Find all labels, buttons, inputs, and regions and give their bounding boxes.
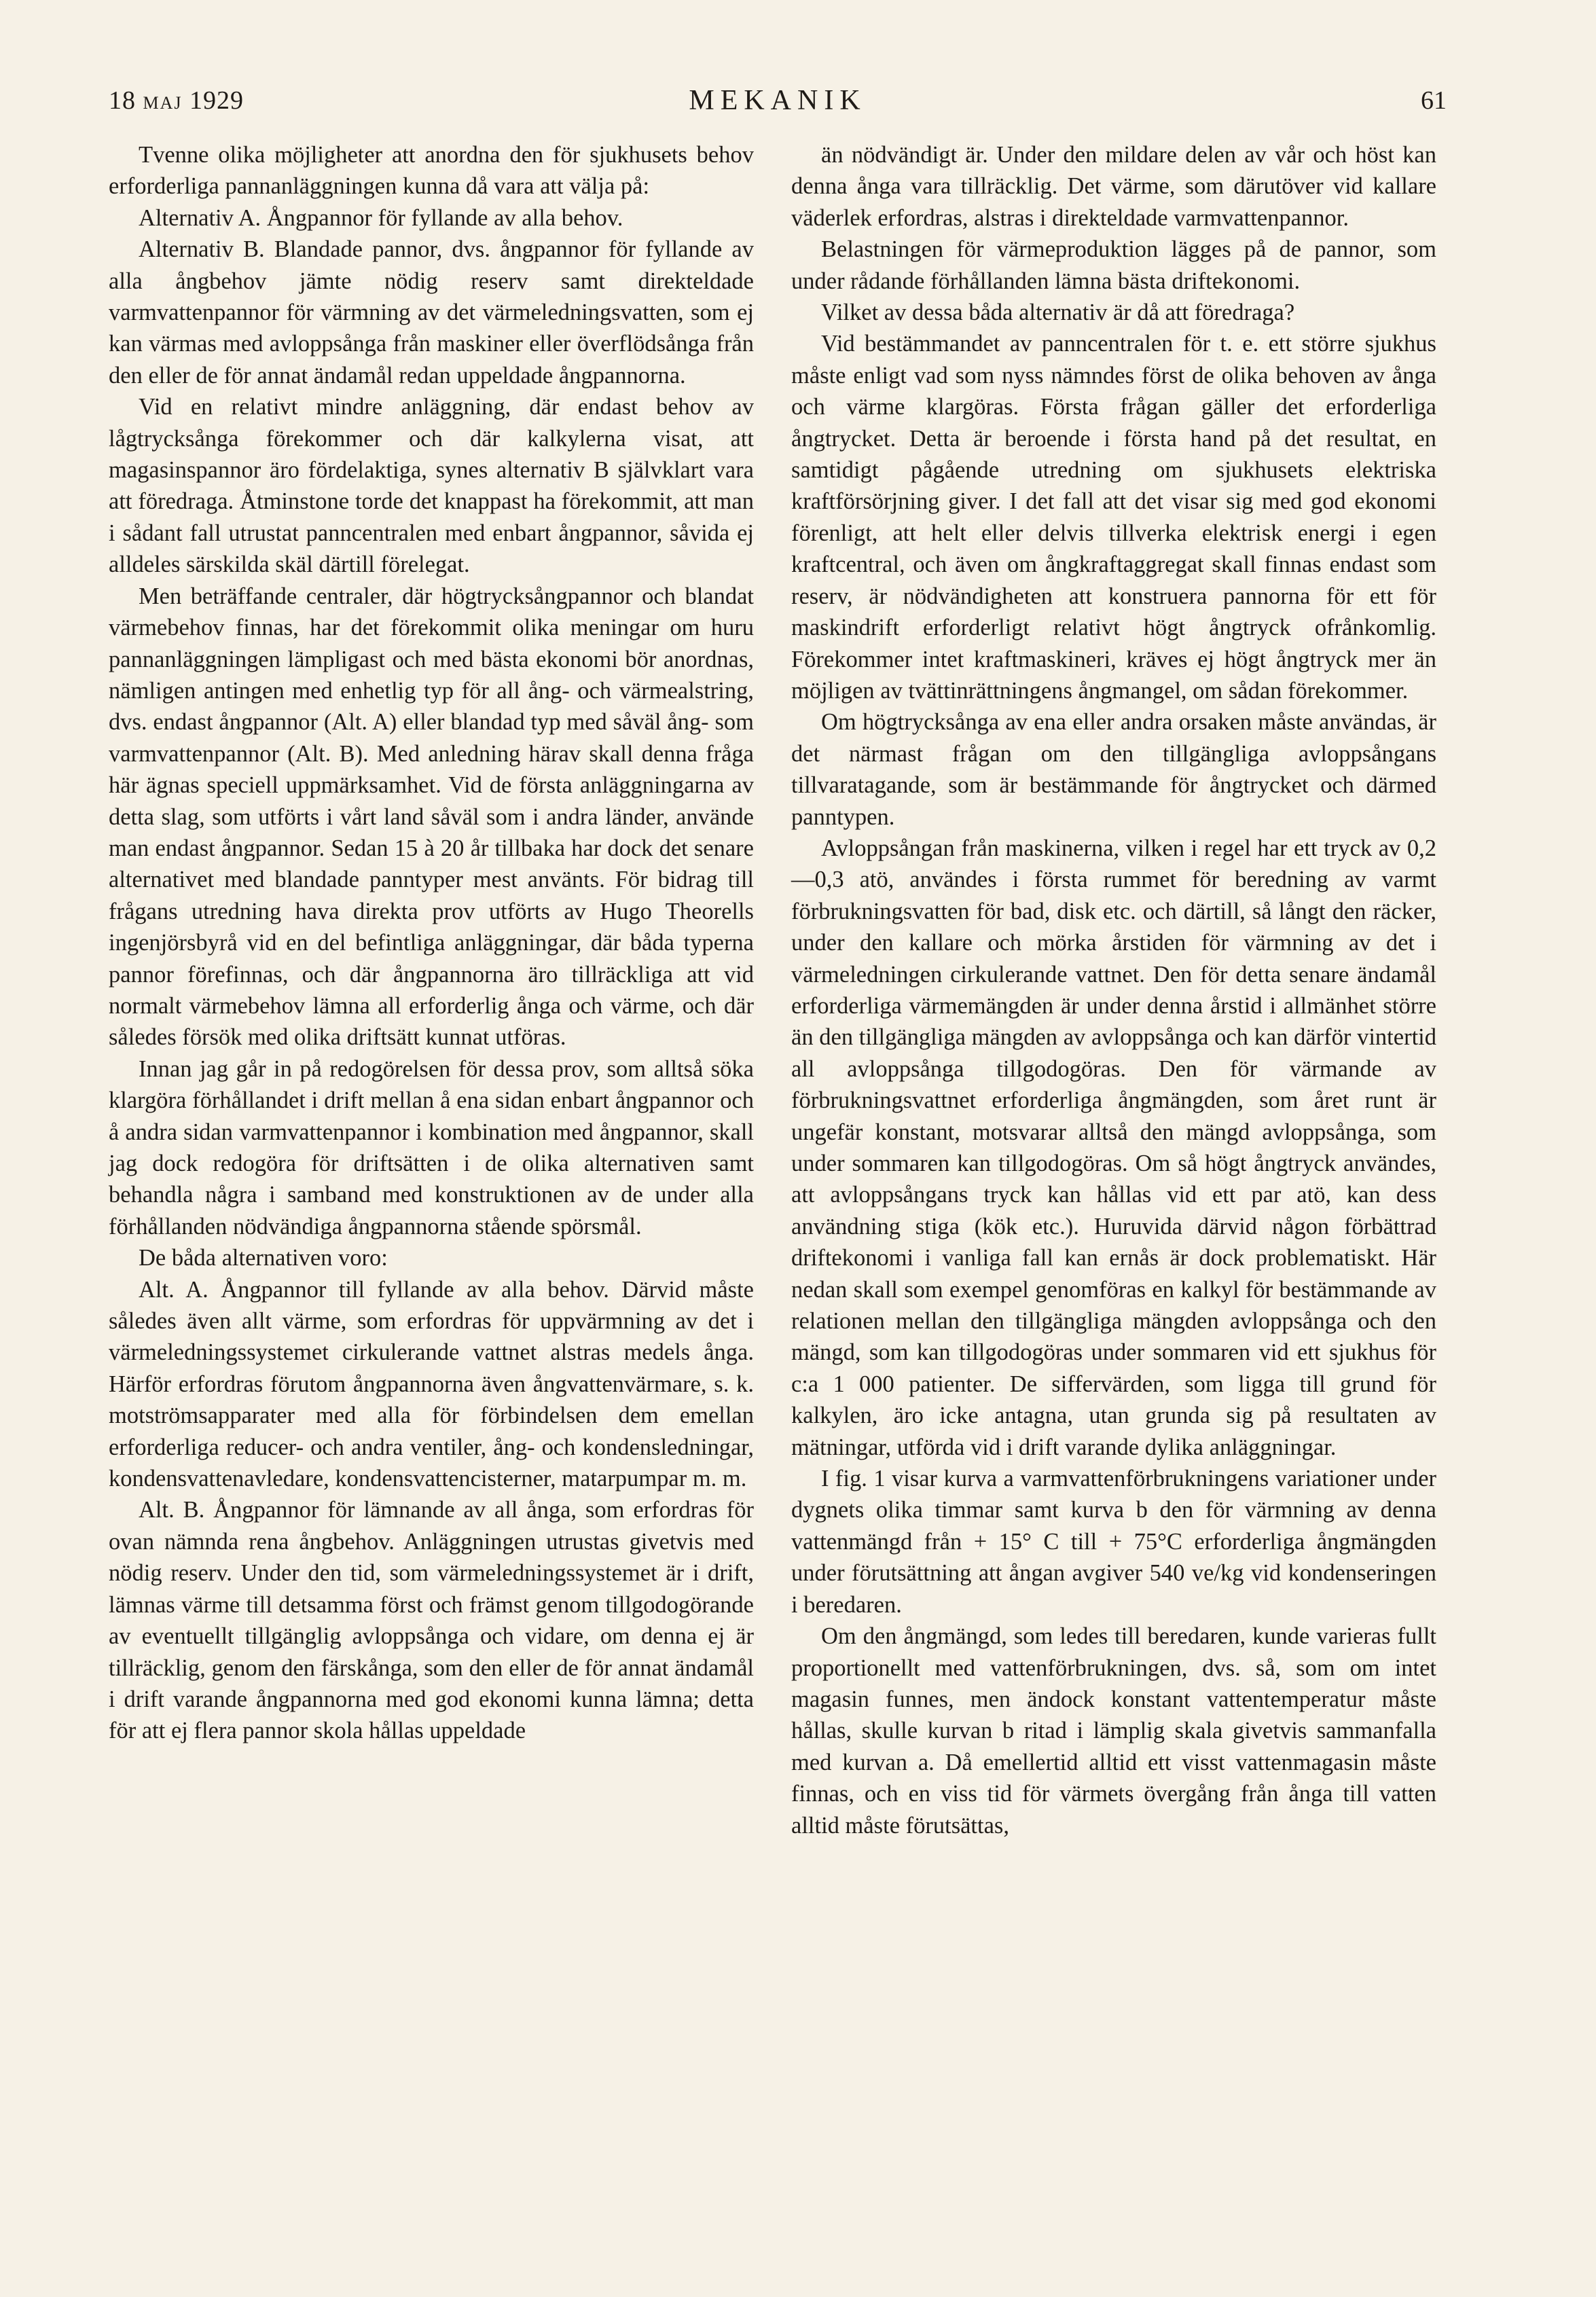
- paragraph: Alt. A. Ångpannor till fyllande av alla behov. Därvid måste således även allt värme, som erfordras för uppvärmning av det i värmeledningssystemet cirkulerande vattnet alstras medels ånga. Härför erfordras förutom ångpannorna även ångvattenvärmare, s. k. motströmsapparater med alla för förbindelsen dem emellan erforderliga reducer- och andra ventiler, ång- och kondensledningar, kondensvattenavledare, kondensvattencisterner, matarpumpar m. m.: [109, 1276, 754, 1492]
- journal-title: MEKANIK: [689, 85, 867, 116]
- paragraph: Vid en relativt mindre anläggning, där endast behov av lågtrycksånga förekommer och där kalkylerna visat, att magasinspannor äro fördelaktiga, synes alternativ B självklart vara att föredraga. Åtminstone torde det knappast ha förekommit, att man i sådant fall utrustat panncentralen med enbart ångpannor, såvida ej alldeles särskilda skäl därtill förelegat.: [109, 394, 754, 578]
- paragraph: Vid bestämmandet av panncentralen för t. e. ett större sjukhus måste enligt vad som nyss nämndes först de olika behoven av ånga och värme klargöras. Första frågan gäller det erforderliga ångtrycket. Detta är beroende i första hand på det resultat, en samtidigt pågående utredning om sjukhusets elektriska kraftförsörjning giver. I det fall att det visar sig med god ekonomi förenligt, att helt eller delvis tillverka elektrisk energi i egen kraftcentral, och även om ångkraftaggregat skall finnas endast som reserv, är nödvändigheten att konstruera pannorna för ett för maskindrift erforderligt relativt högt ångtryck ofrånkomlig. Förekommer intet kraftmaskineri, kräves ej högt ångtryck mer än möjligen av tvättinrättningens ångmangel, om sådan förekommer.: [791, 331, 1436, 704]
- paragraph: I fig. 1 visar kurva a varmvattenförbrukningens variationer under dygnets olika timmar samt kurva b den för värmning av denna vattenmängd från + 15° C till + 75°C erforderliga ångmängden under förutsättning att ångan avgiver 540 ve/kg vid kondenseringen i beredaren.: [791, 1466, 1436, 1618]
- page-header: [109, 80, 1447, 121]
- paragraph: Alternativ A. Ångpannor för fyllande av alla behov.: [139, 204, 623, 231]
- paragraph: De båda alternativen voro:: [139, 1245, 388, 1271]
- date-month: MAJ: [143, 93, 183, 113]
- right-column: [791, 139, 1436, 1841]
- paragraph: Om den ångmängd, som ledes till beredaren, kunde varieras fullt proportionellt med vattenförbrukningen, dvs. så, som om intet magasin funnes, men ändock konstant vattentemperatur måste hållas, skulle kurvan b ritad i lämplig skala givetvis sammanfalla med kurvan a. Då emellertid alltid ett visst vattenmagasin måste finnas, och en viss tid för värmets övergång från ånga till vatten alltid måste förutsättas,: [791, 1623, 1436, 1839]
- paragraph: Vilket av dessa båda alternativ är då att föredraga?: [821, 300, 1295, 326]
- paragraph: Belastningen för värmeproduktion lägges på de pannor, som under rådande förhållanden lämna bästa driftekonomi.: [791, 236, 1436, 294]
- paragraph: än nödvändigt är. Under den mildare delen av vår och höst kan denna ånga vara tillräcklig. Det värme, som därutöver vid kallare väderlek erfordras, alstras i direkteldade varmvattenpannor.: [791, 142, 1436, 231]
- page-number: 61: [1421, 86, 1447, 115]
- paragraph: Men beträffande centraler, där högtrycksångpannor och blandat värmebehov finnas, har det förekommit olika meningar om huru pannanläggningen lämpligast och med bästa ekonomi bör anordnas, nämligen antingen med enhetlig typ för all ång- och värmealstring, dvs. endast ångpannor (Alt. A) eller blandad typ med såväl ång- som varmvattenpannor (Alt. B). Med anledning härav skall denna fråga här ägnas speciell uppmärksamhet. Vid de första anläggningarna av detta slag, som utförts i vårt land såväl som i andra länder, använde man endast ångpannor. Sedan 15 à 20 år tillbaka har dock det senare alternativet med blandade panntyper mest använts. För bidrag till frågans utredning hava direkta prov utförts av Hugo Theorells ingenjörsbyrå vid en del befintliga anläggningar, där båda typerna pannor förefinnas, och där ångpannorna äro tillräckliga att vid normalt värmebehov lämna all erforderlig ånga och värme, och där således försök med olika driftsätt kunnat utföras.: [109, 583, 754, 1051]
- paragraph: Tvenne olika möjligheter att anordna den för sjukhusets behov erforderliga pannanläggningen kunna då vara att välja på:: [109, 142, 754, 200]
- left-column: [109, 139, 754, 1747]
- date-day: 18: [109, 86, 136, 115]
- paragraph: Innan jag går in på redogörelsen för dessa prov, som alltså söka klargöra förhållandet i drift mellan å ena sidan enbart ångpannor och å andra sidan varmvattenpannor i kombination med ångpannor, skall jag dock redogöra för driftsätten i de olika alternativen samt behandla några i samband med konstruktionen av de under alla förhållanden nödvändiga ångpannorna stående spörsmål.: [109, 1055, 754, 1240]
- date-year: 1929: [189, 86, 244, 115]
- paragraph: Alternativ B. Blandade pannor, dvs. ångpannor för fyllande av alla ångbehov jämte nödig reserv samt direkteldade varmvattenpannor för värmning av det värmeledningsvatten, som ej kan värmas med avloppsånga från maskiner eller överflödsånga från den eller de för annat ändamål redan uppeldade ångpannorna.: [109, 236, 754, 388]
- paragraph: Avloppsångan från maskinerna, vilken i regel har ett tryck av 0,2—0,3 atö, användes i första rummet för beredning av varmt förbrukningsvatten för bad, disk etc. och därtill, så långt den räcker, under den kallare och mörka årstiden för värmning av det i värmeledningen cirkulerande vattnet. Den för detta senare ändamål erforderliga värmemängden är under denna årstid i allmänhet större än den tillgängliga mängden av avloppsånga och kan därför vintertid all avloppsånga tillgodogöras. Den för värmande av förbrukningsvattnet erforderliga ångmängden, som året runt är ungefär konstant, motsvarar alltså den mängd avloppsånga, som under sommaren kan tillgodogöras. Om så högt ångtryck användes, att avloppsångans tryck kan hållas vid ett par atö, kan dess användning stiga (kök etc.). Huruvida därvid någon förbättrad driftekonomi i vanliga fall kan ernås är dock problematiskt. Här nedan skall som exempel genomföras en kalkyl för bestämmande av relationen mellan den tillgängliga mängden avloppsånga och den mängd, som kan tillgodogöras under sommaren vid ett sjukhus för c:a 1 000 patienter. De siffervärden, som ligga till grund för kalkylen, äro icke antagna, utan grunda sig på resultaten av mätningar, utförda vid i drift varande dylika anläggningar.: [791, 835, 1436, 1460]
- paragraph: Om högtrycksånga av ena eller andra orsaken måste användas, är det närmast frågan om den tillgängliga avloppsångans tillvaratagande, som är bestämmande för ångtrycket och därmed panntypen.: [791, 709, 1436, 830]
- paragraph: Alt. B. Ångpannor för lämnande av all ånga, som erfordras för ovan nämnda rena ångbehov. Anläggningen utrustas givetvis med nödig reserv. Under den tid, som värmeledningssystemet är i drift, lämnas värme till detsamma först och främst genom tillgodogörande av eventuellt tillgänglig avloppsånga och vidare, om denna ej är tillräcklig, genom den färskånga, som den eller de för annat ändamål i drift varande ångpannorna med god ekonomi kunna lämna; detta för att ej flera pannor skola hållas uppeldade: [109, 1497, 754, 1744]
